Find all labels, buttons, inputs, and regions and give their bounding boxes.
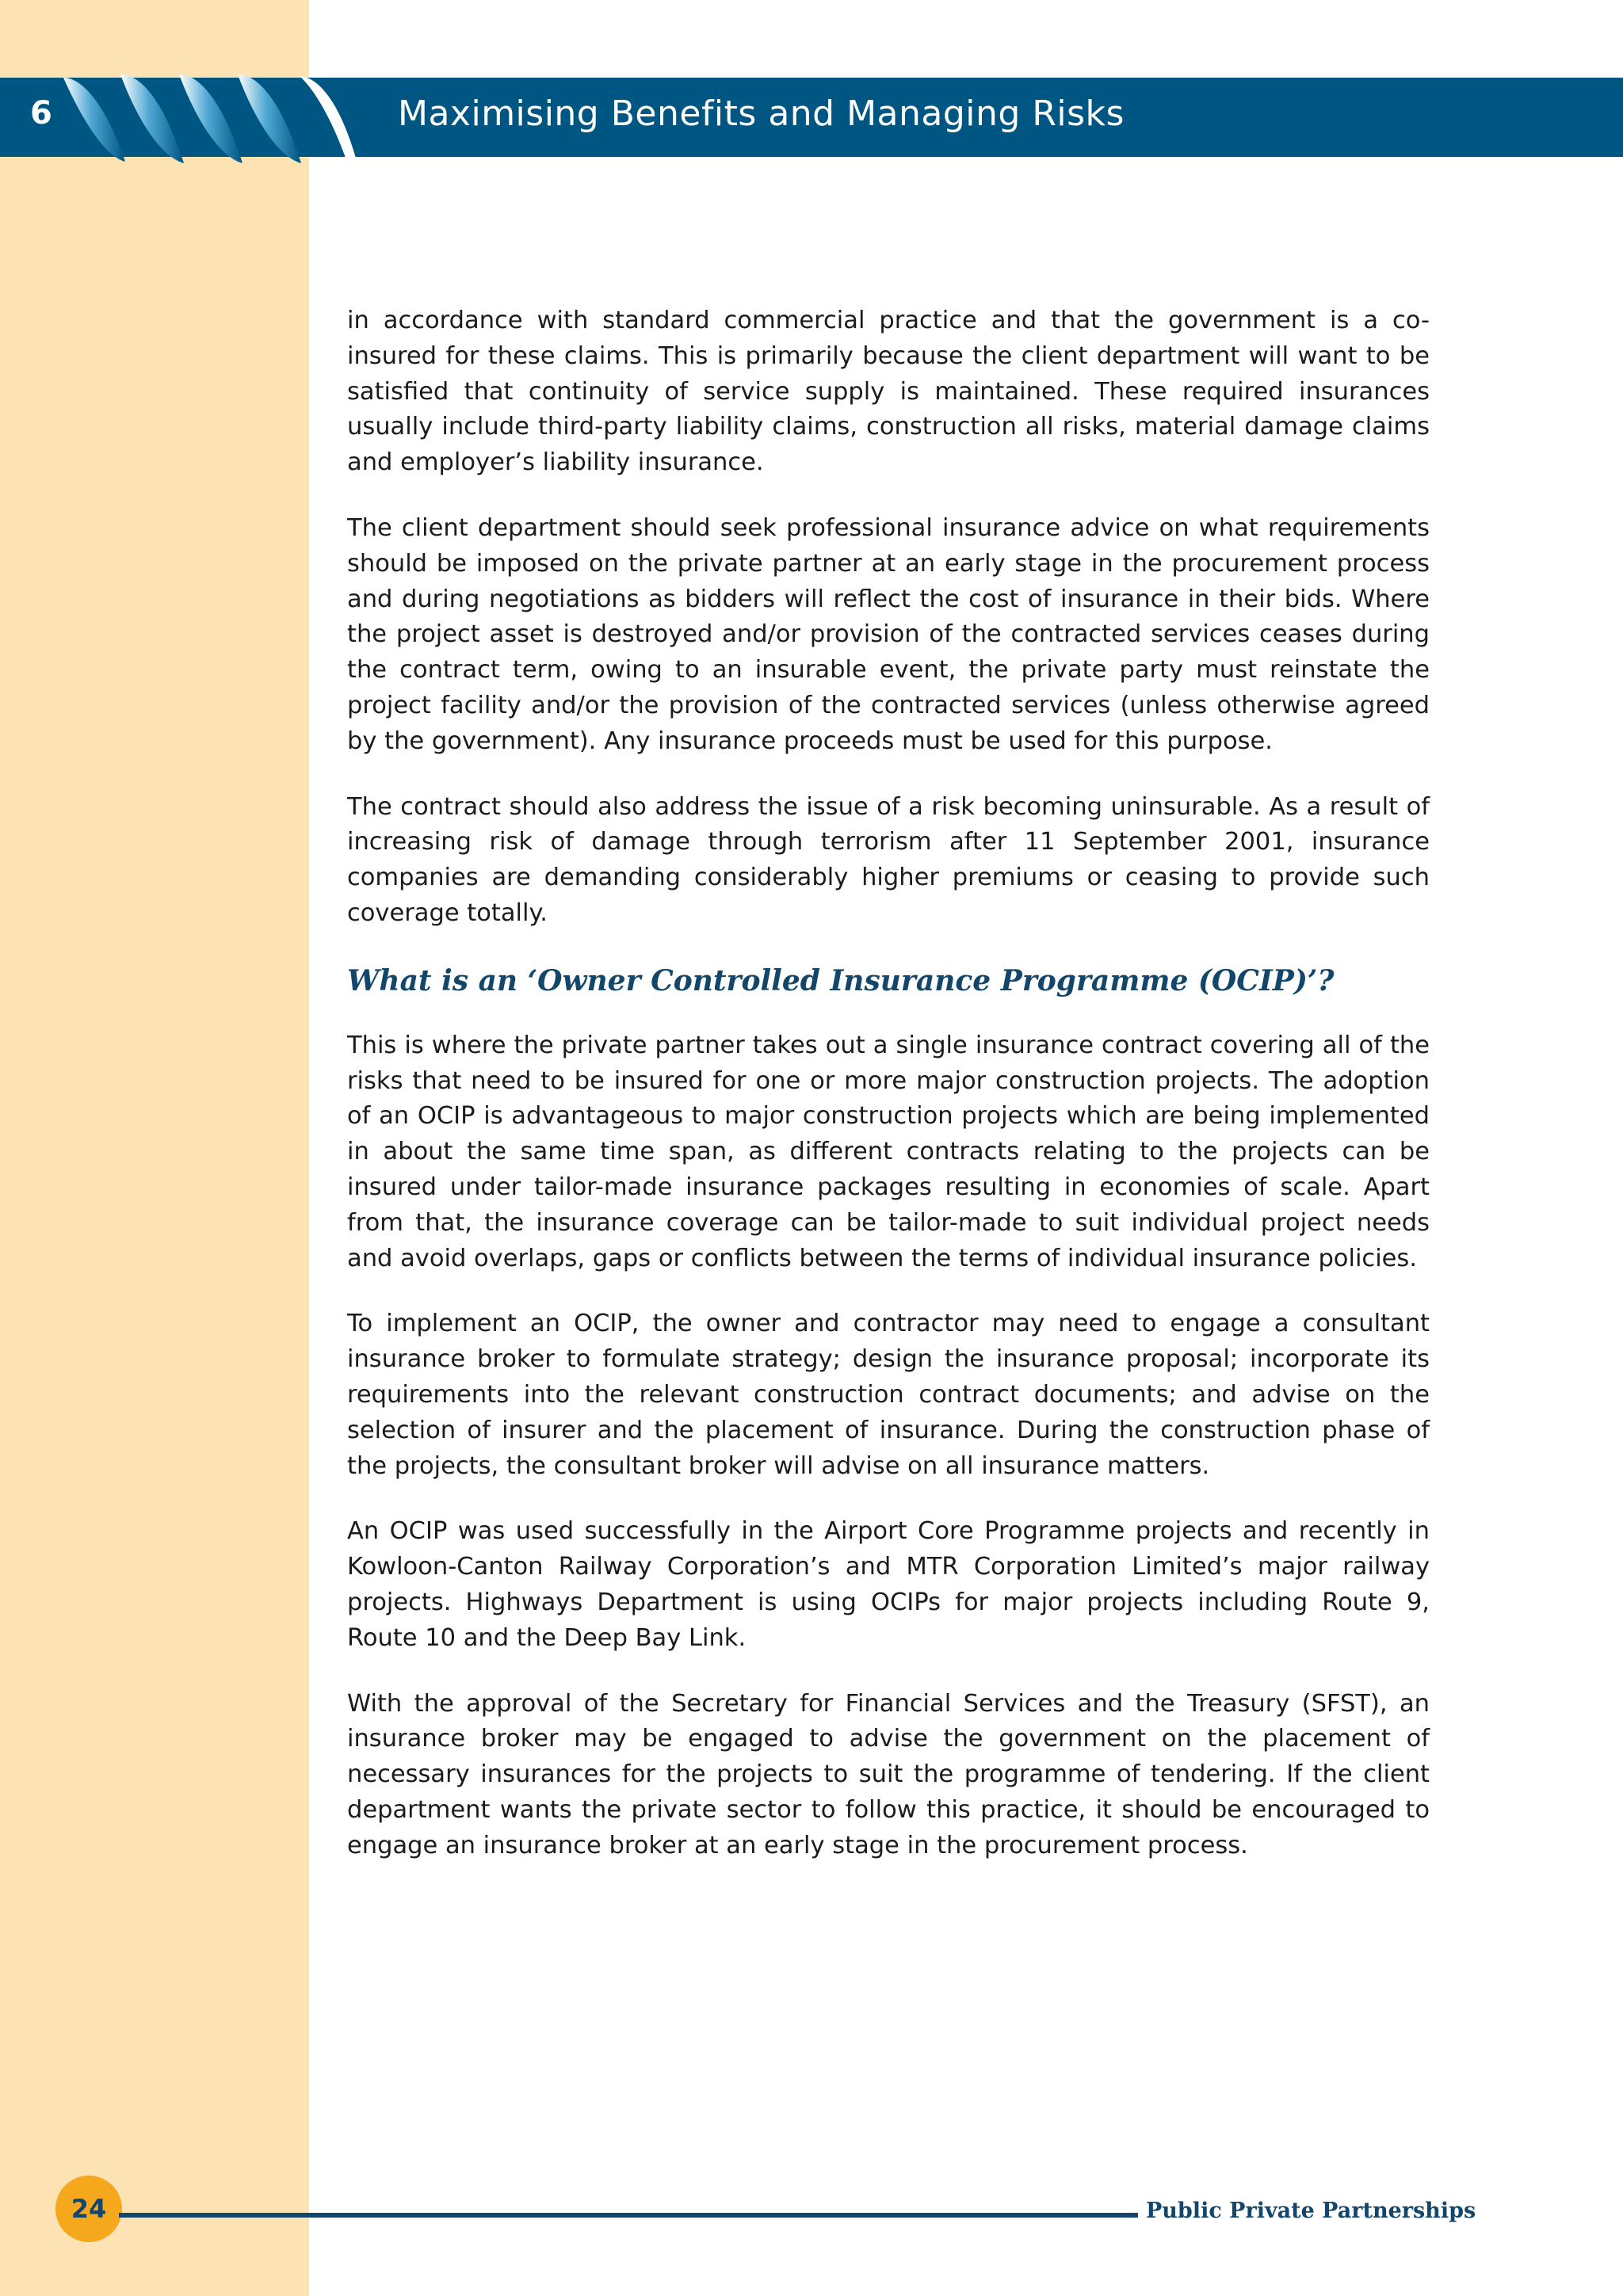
paragraph-ocip-implementation: To implement an OCIP, the owner and contractor may need to engage a consultant insurance broker to formulate strategy; design the insurance proposal; incorporate its requirements into the relevant construction contract documents; and advise on the selection of insurer and the placement of insurance. During the construction phase of the projects, the consultant broker will advise on all insurance matters. bbox=[347, 1310, 1430, 1480]
page-number-badge: 24 bbox=[55, 2176, 122, 2242]
chapter-title: Maximising Benefits and Managing Risks bbox=[398, 93, 1125, 134]
paragraph-ocip-examples: An OCIP was used successfully in the Airport Core Programme projects and recently in Kowloon-Canton Railway Corporation’s and MTR Corporation Limited’s major railway projects. Highways Department is using OCIPs for major projects including Route 9, Route 10 and the Deep Bay Link. bbox=[347, 1517, 1430, 1652]
main-content bbox=[347, 303, 1430, 1894]
paragraph-insurance-advice: The client department should seek professional insurance advice on what requirements should be imposed on the private partner at an early stage in the procurement process and during negotiations as bidders will reflect the cost of insurance in their bids. Where the project asset is destroyed and/or provision of the contracted services ceases during the contract term, owing to an insurable event, the private party must reinstate the project facility and/or the provision of the contracted services (unless otherwise agreed by the government). Any insurance proceeds must be used for this purpose. bbox=[347, 513, 1430, 755]
footer-publication-title: Public Private Partnerships bbox=[1146, 2199, 1476, 2223]
paragraph-uninsurable-risk: The contract should also address the issue of a risk becoming uninsurable. As a result of increasing risk of damage through terrorism after 11 September 2001, insurance companies are demanding considerably higher premiums or ceasing to provide such coverage totally. bbox=[347, 792, 1430, 927]
left-margin-band bbox=[0, 0, 309, 2296]
paragraph-insurance-claims: in accordance with standard commercial practice and that the government is a co-insured for these claims. This is primarily because the client department will want to be satisfied that continuity of service supply is maintained. These required insurances usually include third-party liability claims, construction all risks, material damage claims and employer’s liability insurance. bbox=[347, 307, 1430, 477]
footer-divider bbox=[119, 2213, 1138, 2218]
header-stripes-graphic bbox=[48, 68, 380, 171]
chapter-number: 6 bbox=[30, 95, 52, 132]
paragraph-ocip-definition: This is where the private partner takes out a single insurance contract covering all of the risks that need to be insured for one or more major construction projects. The adoption of an OCIP is advantageous to major construction projects which are being implemented in about the same time span, as different contracts relating to the projects can be insured under tailor-made insurance packages resulting in economies of scale. Apart from that, the insurance coverage can be tailor-made to suit individual project needs and avoid overlaps, gaps or conflicts between the terms of individual insurance policies. bbox=[347, 1031, 1430, 1272]
section-heading-ocip: What is an ‘Owner Controlled Insurance Programme (OCIP)’? bbox=[347, 963, 1335, 997]
paragraph-sfst-approval: With the approval of the Secretary for Financial Services and the Treasury (SFST), an insurance broker may be engaged to advise the government on the placement of necessary insurances for the projects to suit the programme of tendering. If the client department wants the private sector to follow this practice, it should be encouraged to engage an insurance broker at an early stage in the procurement process. bbox=[347, 1689, 1430, 1859]
